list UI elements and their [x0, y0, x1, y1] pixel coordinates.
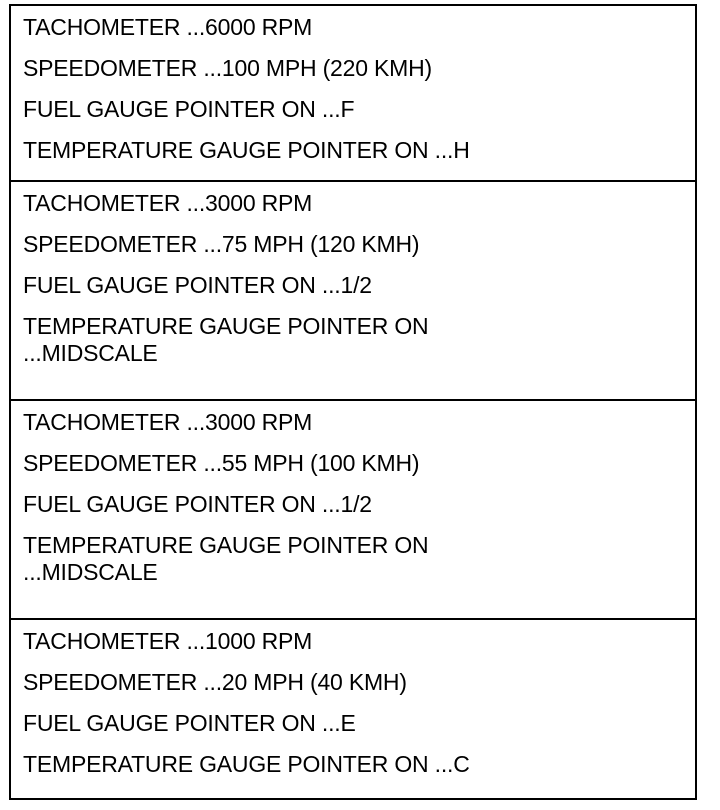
speedometer-reading: SPEEDOMETER ...75 MPH (120 KMH) — [23, 231, 420, 257]
temperature-gauge-reading: TEMPERATURE GAUGE POINTER ON ...C — [23, 751, 470, 777]
tachometer-reading: TACHOMETER ...3000 RPM — [23, 409, 313, 435]
temperature-label: TEMPERATURE GAUGE POINTER ON — [23, 532, 429, 558]
tachometer-reading: TACHOMETER ...3000 RPM — [23, 190, 313, 216]
reading-block-2 — [11, 182, 695, 401]
tachometer-reading: TACHOMETER ...1000 RPM — [23, 628, 313, 654]
fuel-gauge-reading: FUEL GAUGE POINTER ON ...1/2 — [23, 272, 372, 298]
temperature-gauge-reading — [23, 313, 683, 367]
temperature-gauge-reading: TEMPERATURE GAUGE POINTER ON ...H — [23, 137, 470, 163]
speedometer-reading: SPEEDOMETER ...20 MPH (40 KMH) — [23, 669, 407, 695]
temperature-label: TEMPERATURE GAUGE POINTER ON — [23, 313, 429, 339]
reading-block-1 — [11, 6, 695, 182]
fuel-gauge-reading: FUEL GAUGE POINTER ON ...E — [23, 710, 356, 736]
speedometer-reading: SPEEDOMETER ...55 MPH (100 KMH) — [23, 450, 420, 476]
fuel-gauge-reading: FUEL GAUGE POINTER ON ...F — [23, 96, 355, 122]
temperature-gauge-reading — [23, 532, 683, 586]
speedometer-reading: SPEEDOMETER ...100 MPH (220 KMH) — [23, 55, 432, 81]
temperature-value: ...MIDSCALE — [23, 559, 158, 585]
reading-block-4 — [11, 620, 695, 798]
tachometer-reading: TACHOMETER ...6000 RPM — [23, 14, 313, 40]
gauge-readings-table — [9, 4, 697, 800]
temperature-value: ...MIDSCALE — [23, 340, 158, 366]
reading-block-3 — [11, 401, 695, 620]
fuel-gauge-reading: FUEL GAUGE POINTER ON ...1/2 — [23, 491, 372, 517]
